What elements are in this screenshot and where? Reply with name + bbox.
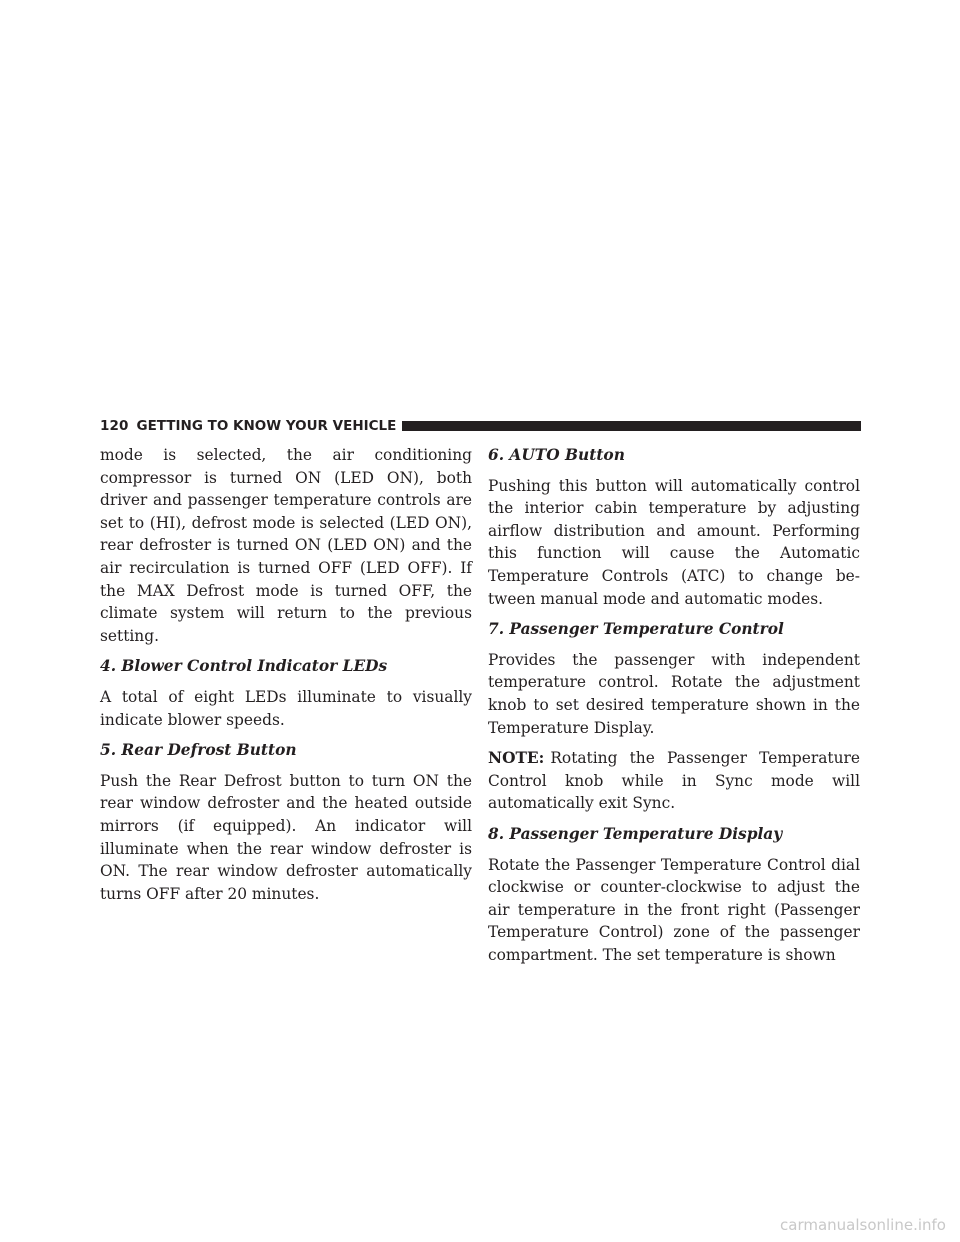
paragraph-max-defrost: mode is selected, the air conditioning compressor is turned ON (LED ON), both driver and passenger temperature controls are set to (HI), defrost mode is selected (LED ON), rear defroster is turned ON (LED ON) and the air recirculation is turned OFF (LED OFF). If the MAX Defrost mode is turned OFF, the climate system will return to the previous setting. <box>100 446 472 645</box>
paragraph-passenger-temperature-control: Provides the passenger with independent temperature control. Rotate the adjustment knob to set desired temperature shown in the Temperature Display. <box>488 650 860 737</box>
section-title: GETTING TO KNOW YOUR VEHICLE <box>136 418 397 434</box>
left-column <box>100 444 472 913</box>
note-label: NOTE: <box>488 749 545 768</box>
note-text: Rotating the Passenger Temperature Control knob while in Sync mode will automatically exit Sync. <box>488 749 860 813</box>
heading-passenger-temperature-display: 8. Passenger Temperature Display <box>488 824 783 843</box>
note-paragraph <box>488 747 860 815</box>
paragraph-rear-defrost-button: Push the Rear Defrost button to turn ON the rear window defroster and the heated outside mirrors (if equipped). An indicator will illuminate when the rear window defroster is ON. The rear window defroster automatically turns OFF after 20 minutes. <box>100 771 472 903</box>
heading-passenger-temperature-control: 7. Passenger Temperature Control <box>488 620 784 639</box>
paragraph-blower-control-leds: A total of eight LEDs illuminate to visually indicate blower speeds. <box>100 687 472 729</box>
page-number: 120 <box>100 418 129 434</box>
header-rule <box>402 421 861 431</box>
watermark: carmanualsonline.info <box>780 1216 946 1234</box>
paragraph-passenger-temperature-display: Rotate the Passenger Temperature Control dial clockwise or counter-clockwise to adjust the air temperature in the front right (Passenger Temperature Control) zone of the passenger compartment. The set temperature is shown <box>488 855 860 964</box>
paragraph-auto-button: Pushing this button will automatically control the interior cabin temperature by adjusting airflow distribution and amount. Performing this function will cause the Automatic Temperature Controls (ATC) to change between manual mode and automatic modes. <box>488 476 860 608</box>
right-column <box>488 444 860 974</box>
heading-auto-button: 6. AUTO Button <box>488 446 625 464</box>
heading-rear-defrost-button: 5. Rear Defrost Button <box>100 741 297 760</box>
running-header <box>100 416 861 436</box>
heading-blower-control-leds: 4. Blower Control Indicator LEDs <box>100 657 388 676</box>
